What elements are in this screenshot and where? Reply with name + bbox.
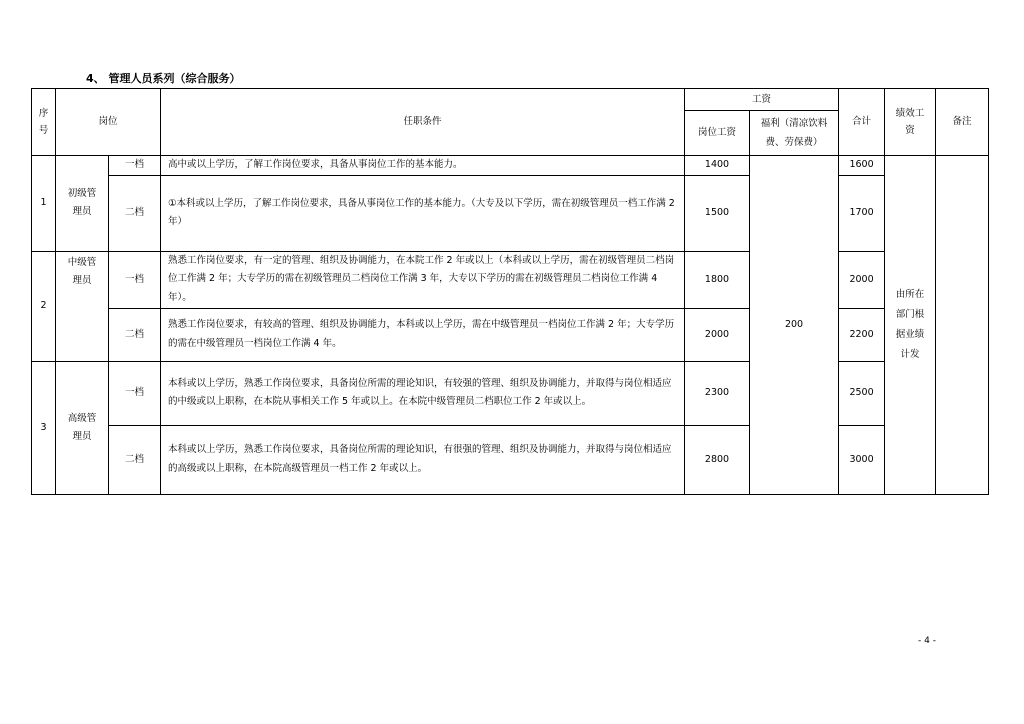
level-label: 二档	[109, 425, 161, 494]
requirement-text: ①本科或以上学历，了解工作岗位要求，具备从事岗位工作的基本能力。（大专及以下学历，需在初级管理员一档工作满 2 年）	[161, 175, 685, 251]
group-seq: 3	[32, 361, 56, 494]
welfare-value: 200	[750, 156, 839, 495]
header-requirements: 任职条件	[161, 89, 685, 156]
level-label: 一档	[109, 361, 161, 425]
base-salary: 1800	[685, 251, 750, 308]
base-salary: 2800	[685, 425, 750, 494]
base-salary: 1500	[685, 175, 750, 251]
header-welfare: 福利（清凉饮料费、劳保费）	[750, 111, 839, 156]
header-base-salary: 岗位工资	[685, 111, 750, 156]
requirement-text: 高中或以上学历，了解工作岗位要求，具备从事岗位工作的基本能力。	[161, 156, 685, 176]
total-salary: 1700	[839, 175, 885, 251]
total-salary: 2500	[839, 361, 885, 425]
level-label: 一档	[109, 156, 161, 176]
remarks-cell	[936, 156, 989, 495]
level-label: 二档	[109, 308, 161, 361]
page-number: - 4 -	[918, 636, 936, 646]
group-name: 高级管理员	[56, 361, 109, 494]
salary-table	[31, 88, 989, 495]
header-salary: 工资	[685, 89, 839, 111]
header-remarks: 备注	[936, 89, 989, 156]
total-salary: 2200	[839, 308, 885, 361]
total-salary: 1600	[839, 156, 885, 176]
total-salary: 2000	[839, 251, 885, 308]
header-seq: 序号	[32, 89, 56, 156]
group-seq: 2	[32, 251, 56, 361]
group-name: 中级管理员	[56, 251, 109, 361]
base-salary: 2000	[685, 308, 750, 361]
header-position: 岗位	[56, 89, 161, 156]
header-total: 合计	[839, 89, 885, 156]
level-label: 二档	[109, 175, 161, 251]
requirement-text: 本科或以上学历，熟悉工作岗位要求，具备岗位所需的理论知识，有很强的管理、组织及协调能力，并取得与岗位相适应的高级或以上职称，在本院高级管理员一档工作 2 年或以上。	[161, 425, 685, 494]
requirement-text: 熟悉工作岗位要求，有较高的管理、组织及协调能力，本科或以上学历，需在中级管理员一档岗位工作满 2 年；大专学历的需在中级管理员一档岗位工作满 4 年。	[161, 308, 685, 361]
total-salary: 3000	[839, 425, 885, 494]
performance-note: 由所在部门根据业绩计发	[885, 156, 936, 495]
requirement-text: 本科或以上学历，熟悉工作岗位要求，具备岗位所需的理论知识，有较强的管理、组织及协调能力，并取得与岗位相适应的中级或以上职称，在本院从事相关工作 5 年或以上。在本院中级管理员二档职位工作 2 年或以上。	[161, 361, 685, 425]
header-performance: 绩效工资	[885, 89, 936, 156]
base-salary: 1400	[685, 156, 750, 176]
group-name: 初级管理员	[56, 156, 109, 252]
requirement-text: 熟悉工作岗位要求，有一定的管理、组织及协调能力，在本院工作 2 年或以上（本科或以上学历，需在初级管理员二档岗位工作满 2 年；大专学历的需在初级管理员二档岗位工作满 3 年，大专以下学历的需在初级管理员二档岗位工作满 4 年）。	[161, 251, 685, 308]
level-label: 一档	[109, 251, 161, 308]
base-salary: 2300	[685, 361, 750, 425]
section-title: 4、 管理人员系列（综合服务）	[86, 72, 241, 85]
group-seq: 1	[32, 156, 56, 252]
